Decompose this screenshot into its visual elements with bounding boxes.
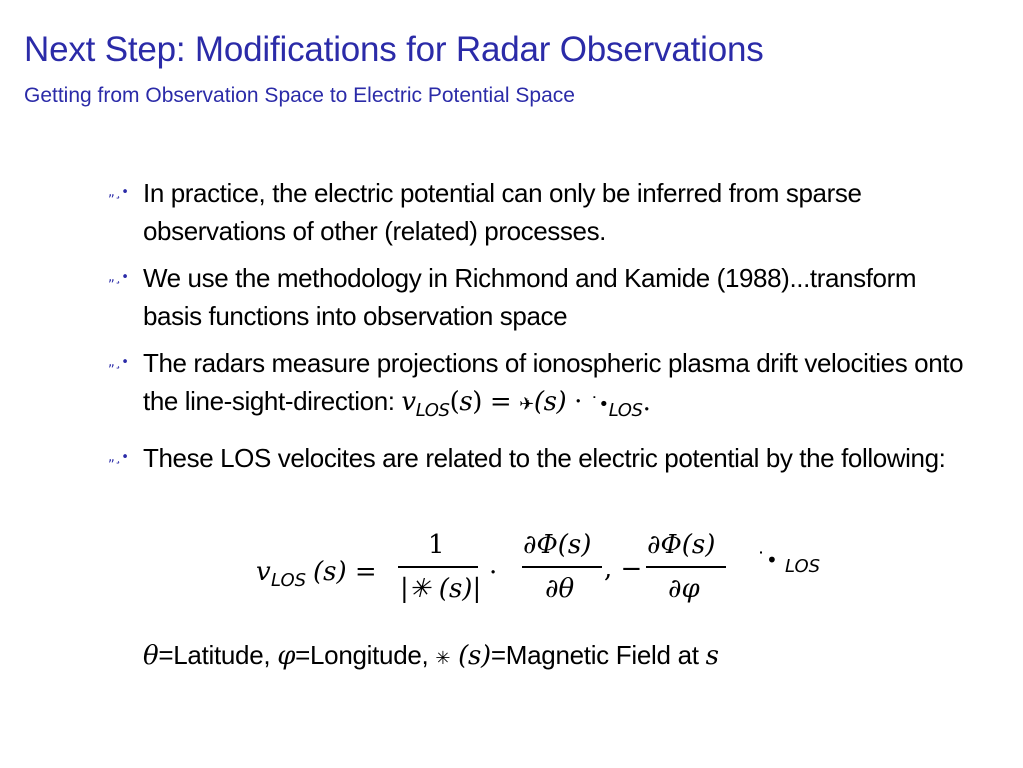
equation-lhs-v: v (256, 557, 271, 587)
equation-lhs-sub: LOS (271, 570, 307, 591)
fraction3-bar (646, 566, 726, 568)
bullet-icon: „¸• (108, 450, 129, 465)
unit-vector-icon: ˙• (589, 394, 609, 415)
field-definition: =Magnetic Field at (490, 640, 706, 670)
velocity-vector-icon: ✈ (519, 394, 534, 415)
phi-symbol: φ (277, 641, 296, 671)
variable-definitions (143, 640, 719, 671)
theta-symbol: θ (143, 641, 159, 671)
bullet-icon: „¸• (108, 185, 129, 200)
unit-vector-icon: ˙• (756, 548, 778, 572)
slide-title: Next Step: Modifications for Radar Observations (24, 30, 764, 69)
slide-subtitle: Getting from Observation Space to Electric Potential Space (24, 84, 575, 107)
theta-definition: =Latitude, (158, 640, 278, 670)
fraction2-bar (522, 566, 602, 568)
equation-lhs-arg: (s) = (313, 557, 377, 587)
fraction3-numerator: ∂Φ(s) (647, 530, 716, 560)
fraction1-bar (398, 566, 478, 568)
bullet-text: The radars measure projections of ionospheric plasma drift velocities onto the line-sight-direction: (143, 348, 964, 416)
equation-los-sub: LOS (785, 556, 821, 577)
bullet-item (108, 174, 968, 250)
bullet-text: These LOS velocites are related to the electric potential by the following: (143, 443, 946, 473)
bullet-text: In practice, the electric potential can only be inferred from sparse observations of other (related) processes. (143, 178, 862, 246)
bullet-text: We use the methodology in Richmond and Kamide (1988)...transform basis functions into observation space (143, 263, 917, 331)
fraction2-denominator: ∂θ (545, 574, 575, 604)
bullet-icon: „¸• (108, 355, 129, 370)
fraction1-numerator: 1 (428, 530, 445, 560)
fraction1-denominator: |✳ (s)| (400, 574, 482, 604)
field-argument: (s) (450, 641, 491, 671)
phi-definition: =Longitude, (295, 640, 436, 670)
potential-equation (0, 528, 1023, 618)
dot-operator: · (489, 558, 498, 588)
s-symbol: s (705, 641, 719, 671)
fraction3-denominator: ∂φ (668, 574, 700, 604)
bullet-item (108, 344, 968, 430)
bullet-list (108, 174, 968, 486)
bullet-item (108, 439, 968, 477)
comma-minus: , − (604, 554, 643, 584)
bullet-item (108, 259, 968, 335)
bullet-icon: „¸• (108, 270, 129, 285)
inline-formula: $v_{LOS}(s)$ = ✈(s) · $˙•_{LOS}$. (401, 387, 651, 421)
magnetic-field-icon: ✳ (435, 648, 451, 669)
fraction2-numerator: ∂Φ(s) (523, 530, 592, 560)
